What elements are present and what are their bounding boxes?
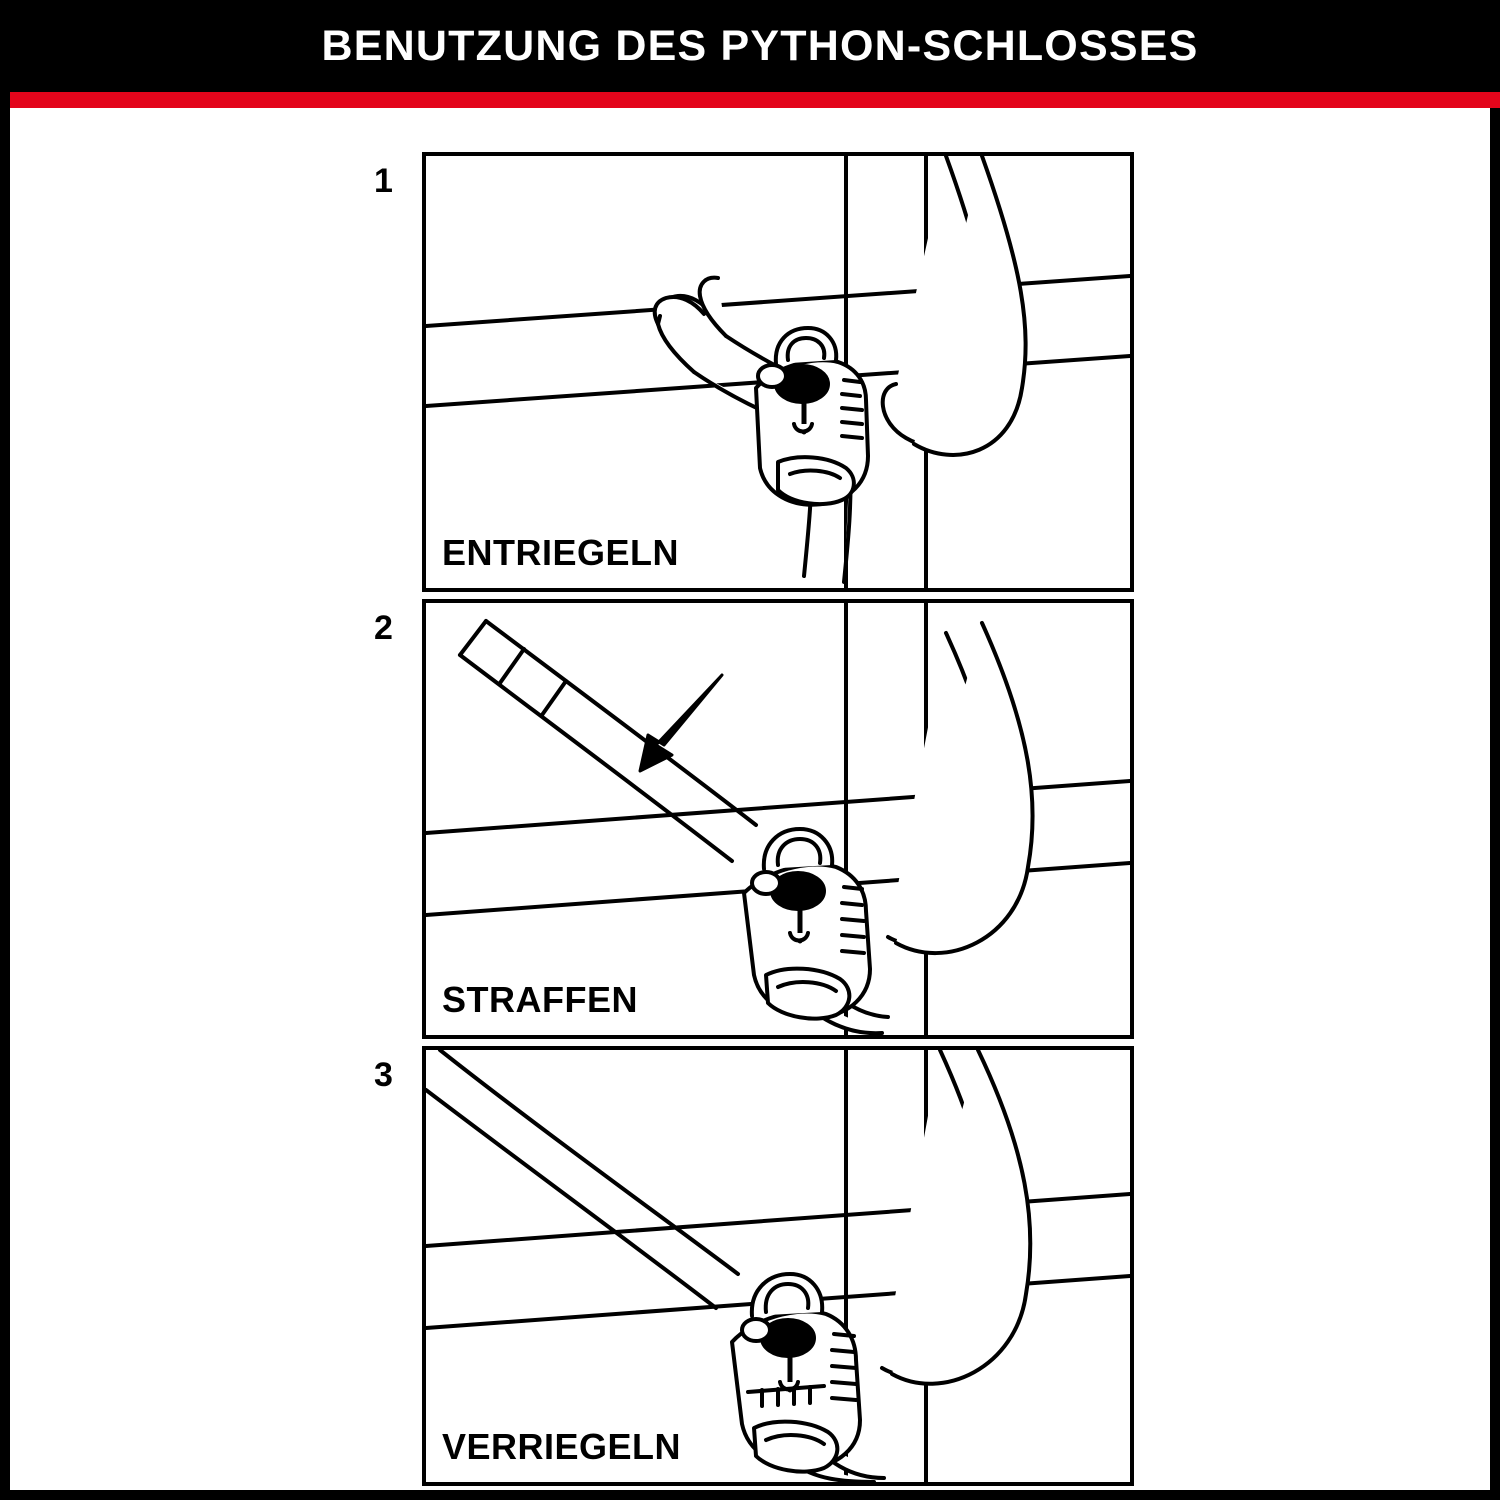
step-illustration-1 bbox=[422, 152, 1134, 592]
steps-list bbox=[10, 152, 1500, 1493]
page-title: BENUTZUNG DES PYTHON-SCHLOSSES bbox=[321, 21, 1199, 70]
step-illustration-2 bbox=[422, 599, 1134, 1039]
header-bar bbox=[10, 0, 1500, 92]
step-3 bbox=[10, 1046, 1500, 1492]
step-illustration-3 bbox=[422, 1046, 1134, 1486]
step-2 bbox=[10, 599, 1500, 1045]
step-caption: ENTRIEGELN bbox=[442, 532, 680, 573]
step-number: 2 bbox=[374, 609, 393, 647]
step-number: 1 bbox=[374, 162, 393, 200]
step-caption: VERRIEGELN bbox=[442, 1426, 682, 1467]
header-accent-stripe bbox=[10, 92, 1500, 108]
step-1 bbox=[10, 152, 1500, 598]
step-number: 3 bbox=[374, 1056, 393, 1094]
step-caption: STRAFFEN bbox=[442, 979, 638, 1020]
